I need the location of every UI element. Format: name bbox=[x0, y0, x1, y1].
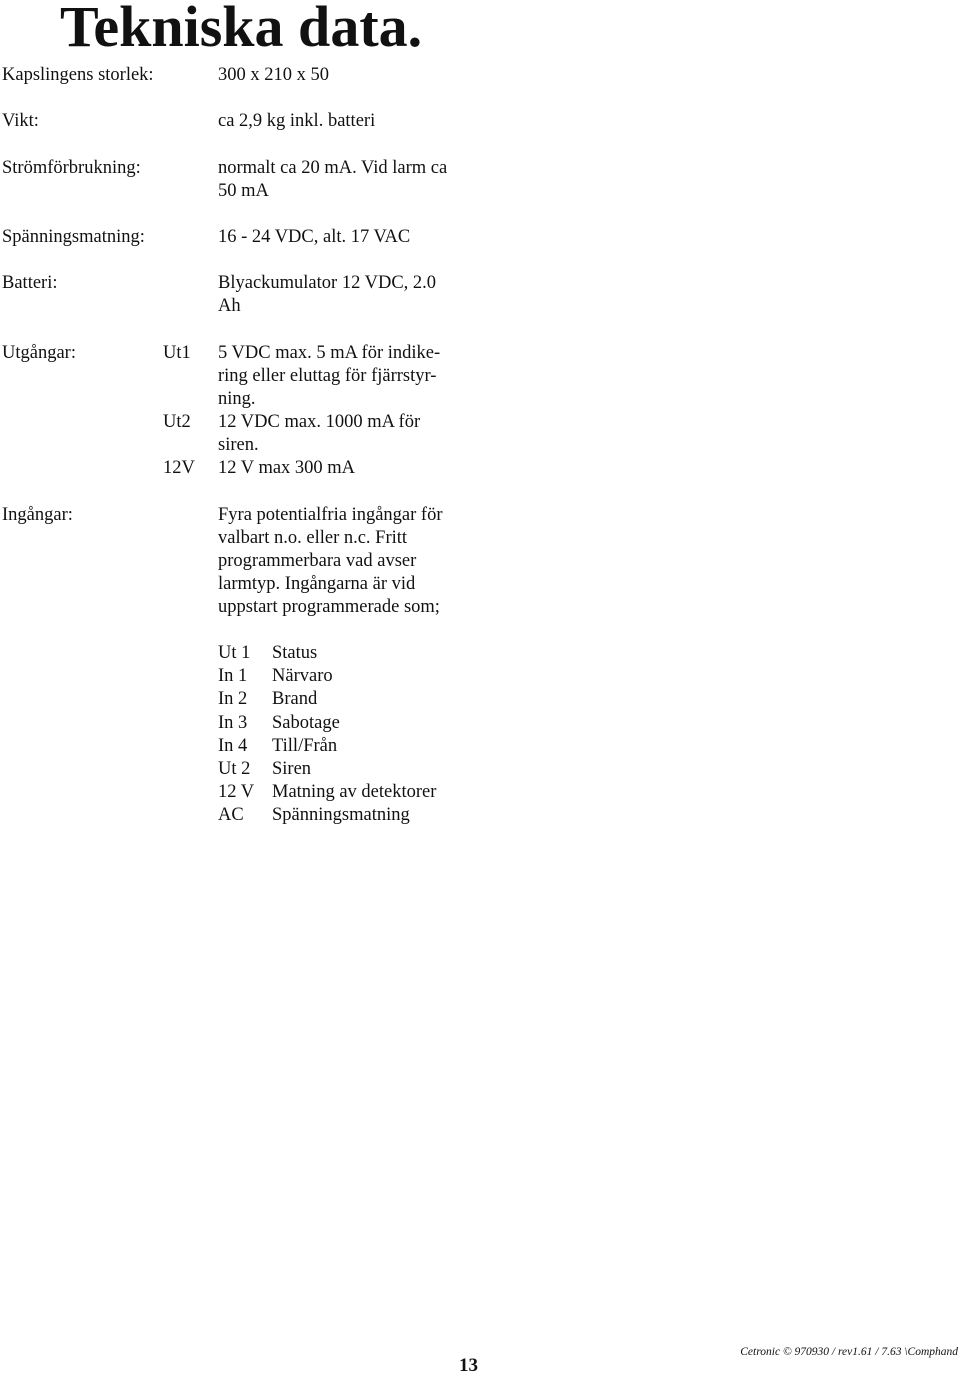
output-name-ut1: Ut1 bbox=[163, 343, 191, 363]
page-title: Tekniska data. bbox=[60, 0, 423, 59]
terminal-code: Ut 1 bbox=[218, 643, 251, 663]
output-ut2-line-2: siren. bbox=[218, 435, 259, 455]
terminal-desc: Till/Från bbox=[272, 736, 338, 756]
page-number: 13 bbox=[459, 1355, 478, 1376]
output-ut2-line-1: 12 VDC max. 1000 mA för bbox=[218, 412, 421, 432]
value-battery-line-1: Blyackumulator 12 VDC, 2.0 bbox=[218, 273, 437, 293]
inputs-desc-line-5: uppstart programmerade som; bbox=[218, 597, 440, 617]
terminal-desc: Siren bbox=[272, 759, 312, 779]
label-supply-voltage: Spänningsmatning: bbox=[2, 227, 145, 247]
terminal-desc: Spänningsmatning bbox=[272, 805, 410, 825]
output-ut1-line-1: 5 VDC max. 5 mA för indike- bbox=[218, 343, 441, 363]
terminal-desc: Status bbox=[272, 643, 318, 663]
inputs-desc-line-1: Fyra potentialfria ingångar för bbox=[218, 505, 443, 525]
value-weight: ca 2,9 kg inkl. batteri bbox=[218, 111, 376, 131]
label-weight: Vikt: bbox=[2, 111, 39, 131]
label-inputs: Ingångar: bbox=[2, 505, 73, 525]
value-power-consumption-line-1: normalt ca 20 mA. Vid larm ca bbox=[218, 158, 448, 178]
inputs-desc-line-3: programmerbara vad avser bbox=[218, 551, 417, 571]
output-12v-line-1: 12 V max 300 mA bbox=[218, 458, 356, 478]
inputs-desc-line-4: larmtyp. Ingångarna är vid bbox=[218, 574, 416, 594]
label-outputs: Utgångar: bbox=[2, 343, 76, 363]
terminal-code: 12 V bbox=[218, 782, 255, 802]
value-power-consumption-line-2: 50 mA bbox=[218, 181, 269, 201]
terminal-desc: Matning av detektorer bbox=[272, 782, 437, 802]
output-ut1-line-3: ning. bbox=[218, 389, 256, 409]
label-power-consumption: Strömförbrukning: bbox=[2, 158, 141, 178]
inputs-desc-line-2: valbart n.o. eller n.c. Fritt bbox=[218, 528, 408, 548]
output-name-12v: 12V bbox=[163, 458, 195, 478]
label-enclosure-size: Kapslingens storlek: bbox=[2, 65, 154, 85]
terminal-code: In 3 bbox=[218, 713, 248, 733]
terminal-desc: Närvaro bbox=[272, 666, 333, 686]
terminal-code: Ut 2 bbox=[218, 759, 251, 779]
output-ut1-line-2: ring eller eluttag för fjärrstyr- bbox=[218, 366, 437, 386]
terminal-code: In 4 bbox=[218, 736, 248, 756]
terminal-desc: Sabotage bbox=[272, 713, 340, 733]
terminal-code: In 1 bbox=[218, 666, 248, 686]
label-battery: Batteri: bbox=[2, 273, 58, 293]
value-enclosure-size: 300 x 210 x 50 bbox=[218, 65, 329, 85]
terminal-code: In 2 bbox=[218, 689, 248, 709]
value-supply-voltage: 16 - 24 VDC, alt. 17 VAC bbox=[218, 227, 411, 247]
terminal-code: AC bbox=[218, 805, 244, 825]
footer-revision: Cetronic © 970930 / rev1.61 / 7.63 \Comphand bbox=[740, 1346, 958, 1358]
terminal-desc: Brand bbox=[272, 689, 318, 709]
value-battery-line-2: Ah bbox=[218, 296, 241, 316]
output-name-ut2: Ut2 bbox=[163, 412, 191, 432]
